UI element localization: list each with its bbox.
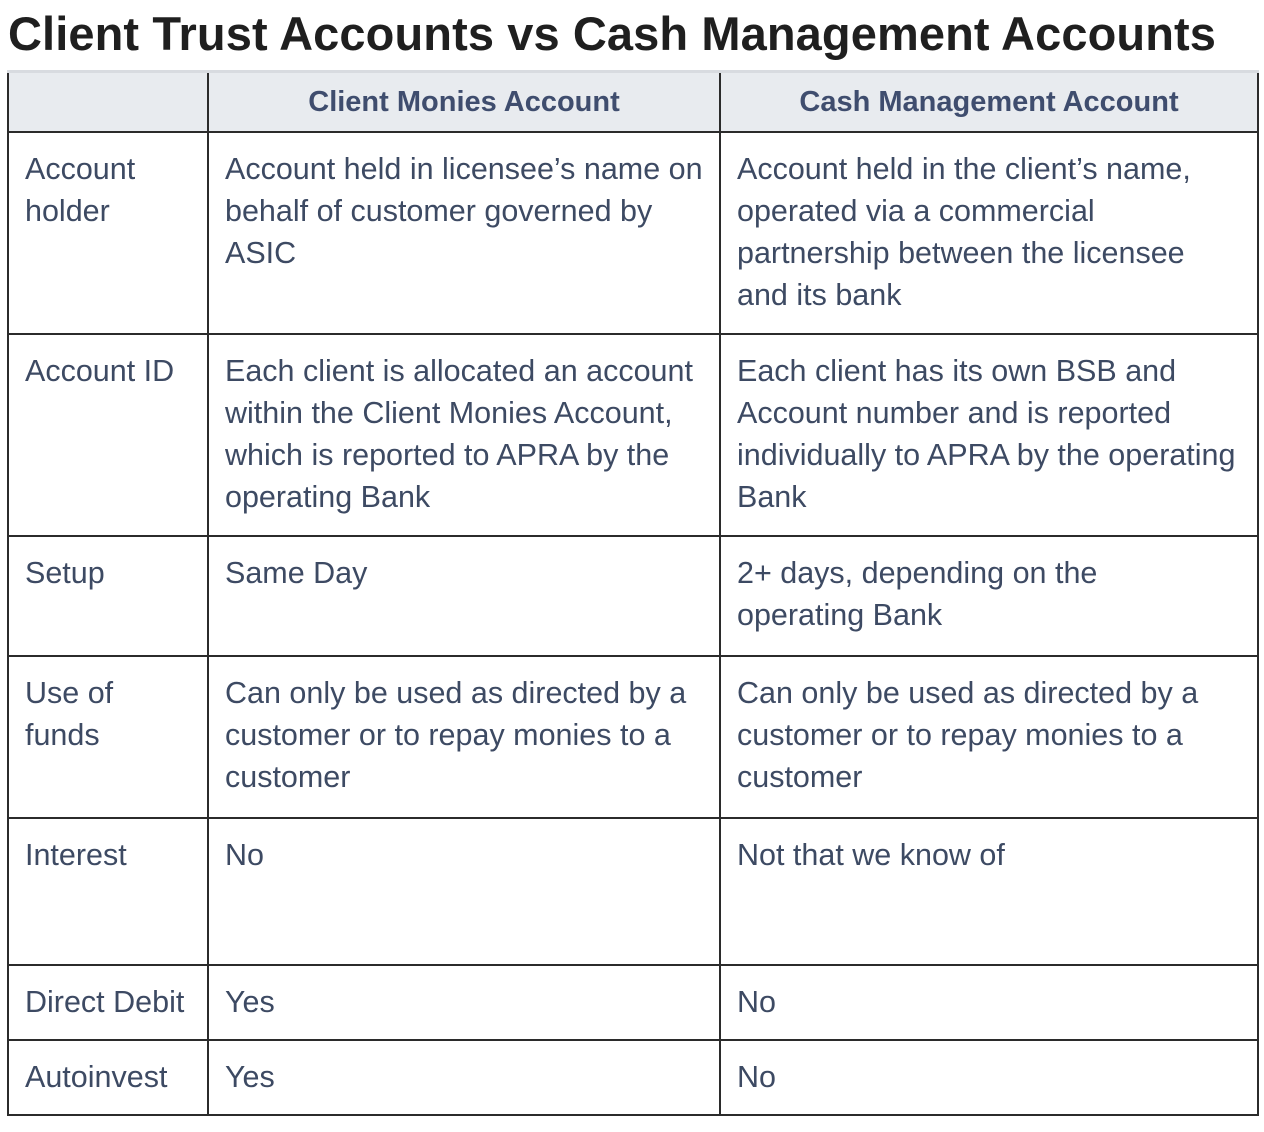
header-empty-cell [8, 72, 208, 133]
client-monies-cell: Yes [208, 965, 720, 1040]
row-label: Account ID [8, 334, 208, 536]
table-row-interest [8, 818, 1258, 965]
table-row-autoinvest [8, 1040, 1258, 1115]
client-monies-cell: Account held in licensee’s name on behalf of customer governed by ASIC [208, 132, 720, 334]
page-title: Client Trust Accounts vs Cash Management Accounts [8, 7, 1216, 60]
cash-management-cell: 2+ days, depending on the operating Bank [720, 536, 1258, 656]
cash-management-cell: No [720, 965, 1258, 1040]
cash-management-cell: Not that we know of [720, 818, 1258, 965]
cash-management-cell: Each client has its own BSB and Account number and is reported individually to APRA by the operating Bank [720, 334, 1258, 536]
header-cash-management-account: Cash Management Account [720, 72, 1258, 133]
table-row-use-of-funds [8, 656, 1258, 818]
row-label: Direct Debit [8, 965, 208, 1040]
row-label: Interest [8, 818, 208, 965]
cash-management-cell: Account held in the client’s name, operated via a commercial partnership between the licensee and its bank [720, 132, 1258, 334]
cash-management-cell: Can only be used as directed by a customer or to repay monies to a customer [720, 656, 1258, 818]
client-monies-cell: Each client is allocated an account within the Client Monies Account, which is reported to APRA by the operating Bank [208, 334, 720, 536]
table-row-account-id [8, 334, 1258, 536]
table-row-account-holder [8, 132, 1258, 334]
comparison-table [7, 70, 1259, 1116]
client-monies-cell: Same Day [208, 536, 720, 656]
cash-management-cell: No [720, 1040, 1258, 1115]
table-row-setup [8, 536, 1258, 656]
table-header-row [8, 72, 1258, 133]
client-monies-cell: Can only be used as directed by a customer or to repay monies to a customer [208, 656, 720, 818]
client-monies-cell: No [208, 818, 720, 965]
table-row-direct-debit [8, 965, 1258, 1040]
header-client-monies-account: Client Monies Account [208, 72, 720, 133]
row-label: Use of funds [8, 656, 208, 818]
row-label: Account holder [8, 132, 208, 334]
row-label: Setup [8, 536, 208, 656]
row-label: Autoinvest [8, 1040, 208, 1115]
client-monies-cell: Yes [208, 1040, 720, 1115]
